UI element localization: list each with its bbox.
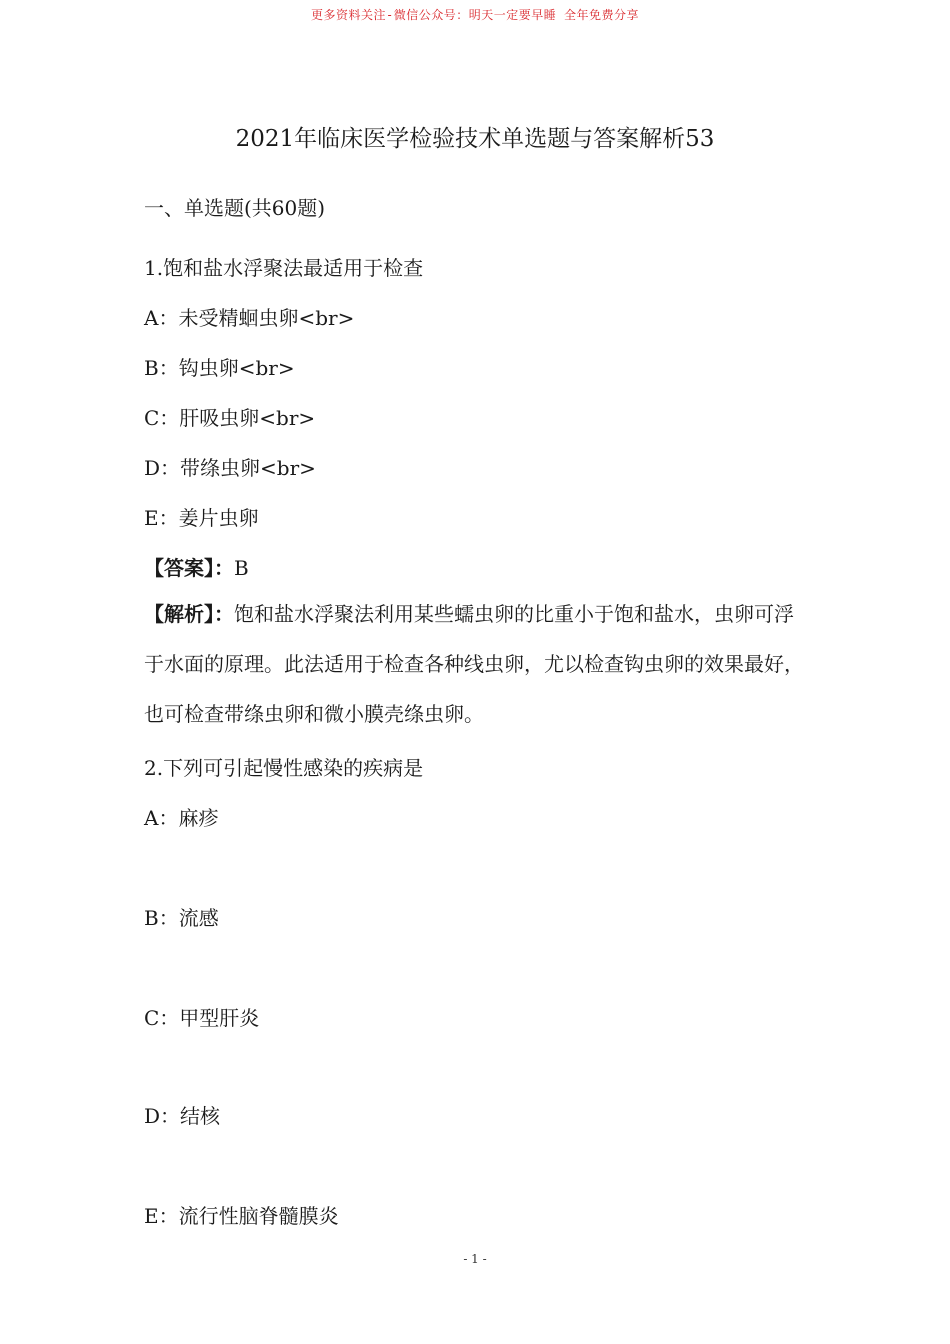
q1-option-a: A：未受精蛔虫卵<br> <box>144 306 355 330</box>
q1-option-b: B：钩虫卵<br> <box>144 356 295 380</box>
q2-option-c: C：甲型肝炎 <box>144 1006 260 1030</box>
q1-option-c: C：肝吸虫卵<br> <box>144 406 316 430</box>
page-number: - 1 - <box>463 1252 487 1266</box>
q1-analysis <box>144 589 809 739</box>
analysis-text: 饱和盐水浮聚法利用某些蠕虫卵的比重小于饱和盐水，虫卵可浮于水面的原理。此法适用于检查各种线虫卵，尤以检查钩虫卵的效果最好，也可检查带绦虫卵和微小膜壳绦虫卵。 <box>144 602 804 726</box>
answer-label: 【答案】： <box>144 556 234 580</box>
promo-banner: 更多资料关注-微信公众号：明天一定要早睡 全年免费分享 <box>311 8 639 22</box>
q1-option-e: E：姜片虫卵 <box>144 506 259 530</box>
q2-option-a: A：麻疹 <box>144 806 219 830</box>
question-1-text: 1.饱和盐水浮聚法最适用于检查 <box>144 256 424 280</box>
analysis-label: 【解析】： <box>144 602 234 626</box>
q2-option-e: E：流行性脑脊髓膜炎 <box>144 1204 339 1228</box>
q2-option-d: D：结核 <box>144 1104 221 1128</box>
answer-value: B <box>234 556 249 580</box>
q1-answer <box>144 552 249 581</box>
q1-option-d: D：带绦虫卵<br> <box>144 456 316 480</box>
q2-option-b: B：流感 <box>144 906 219 930</box>
question-2-text: 2.下列可引起慢性感染的疾病是 <box>144 756 424 780</box>
document-title: 2021年临床医学检验技术单选题与答案解析53 <box>235 126 715 152</box>
section-heading: 一、单选题(共60题) <box>144 196 326 220</box>
